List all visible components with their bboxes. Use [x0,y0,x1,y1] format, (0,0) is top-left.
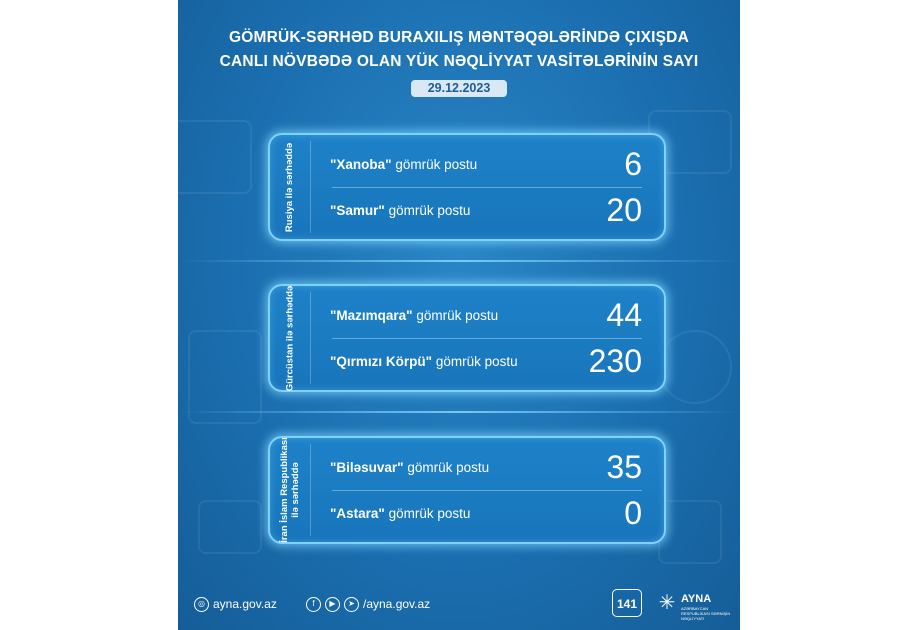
bg-document-shape [188,330,262,424]
facebook-icon[interactable]: f [306,597,321,612]
side-label-iran [279,437,301,543]
post-name: "Mazımqara" [330,307,413,323]
row-value: 35 [606,448,642,485]
page-title [178,26,740,74]
card-georgia-border [268,284,666,392]
card-iran-border [268,436,666,544]
side-label-russia: Rusiya ilə sərhəddə [284,142,296,232]
row-label [330,157,624,172]
side-label-container [270,135,310,239]
side-label-georgia: Gürcüstan ilə sərhəddə [284,285,296,391]
row-divider [332,490,642,491]
row-value: 230 [588,342,642,379]
title-line-1: GÖMRÜK-SƏRHƏD BURAXILIŞ MƏNTƏQƏLƏRİNDƏ ÇIXIŞDA [229,29,689,46]
globe-icon: ◎ [194,597,209,612]
bg-box-shape-2 [198,500,262,554]
row-xanoba [330,143,642,185]
row-divider [332,338,642,339]
row-value: 44 [606,296,642,333]
side-label-container [270,286,310,390]
row-samur [330,189,642,231]
social-handle-text: /ayna.gov.az [363,597,431,611]
title-line-2: CANLI NÖVBƏDƏ OLAN YÜK NƏQLİYYAT VASİTƏLƏRİNİN SAYI [219,53,699,70]
row-value: 20 [606,191,642,228]
hotline-141-logo: 141 [612,589,642,617]
post-name: "Qırmızı Körpü" [330,353,433,369]
date-badge: 29.12.2023 [411,80,507,97]
vertical-divider [310,292,311,384]
row-divider [332,187,642,188]
post-suffix: gömrük postu [416,307,499,323]
post-name: "Samur" [330,202,385,218]
bg-crate-shape [658,500,722,564]
side-label-iran-line-2: ilə sərhəddə [290,462,302,518]
section-divider-1 [178,260,740,262]
section-divider-2 [178,411,740,413]
ayna-brand-subtext: AZƏRBAYCAN RESPUBLİKASI SƏRNİŞİN NƏQLİYYATI [681,606,731,621]
bg-truck-shape [178,120,252,194]
post-suffix: gömrük postu [388,202,471,218]
ayna-star-icon: ✳ [658,592,676,614]
row-label [330,354,589,369]
post-suffix: gömrük postu [435,353,518,369]
youtube-icon[interactable]: ▶ [325,597,340,612]
website-link[interactable] [194,592,277,616]
row-qirmizi-korpu [330,340,642,382]
post-name: "Biləsuvar" [330,459,404,475]
row-bilesuvar [330,446,642,488]
row-value: 6 [624,145,642,182]
post-name: "Xanoba" [330,156,392,172]
row-value: 0 [624,494,642,531]
website-text: ayna.gov.az [213,597,277,611]
row-mazimqara [330,294,642,336]
post-suffix: gömrük postu [395,156,478,172]
side-label-iran-line-1: İran İslam Respublikası [279,437,291,543]
card-russia-border [268,133,666,241]
infographic-poster [178,0,740,630]
ayna-brand-text: AYNA [681,593,712,605]
row-label [330,460,606,475]
telegram-icon[interactable]: ➤ [344,597,359,612]
post-suffix: gömrük postu [407,459,490,475]
row-label [330,203,606,218]
row-label [330,506,624,521]
bg-circle-shape [658,330,732,404]
vertical-divider [310,444,311,536]
row-label [330,308,606,323]
post-name: "Astara" [330,505,385,521]
side-label-container [270,438,310,542]
row-astara [330,492,642,534]
post-suffix: gömrük postu [388,505,471,521]
vertical-divider [310,141,311,233]
social-links[interactable] [306,592,430,616]
